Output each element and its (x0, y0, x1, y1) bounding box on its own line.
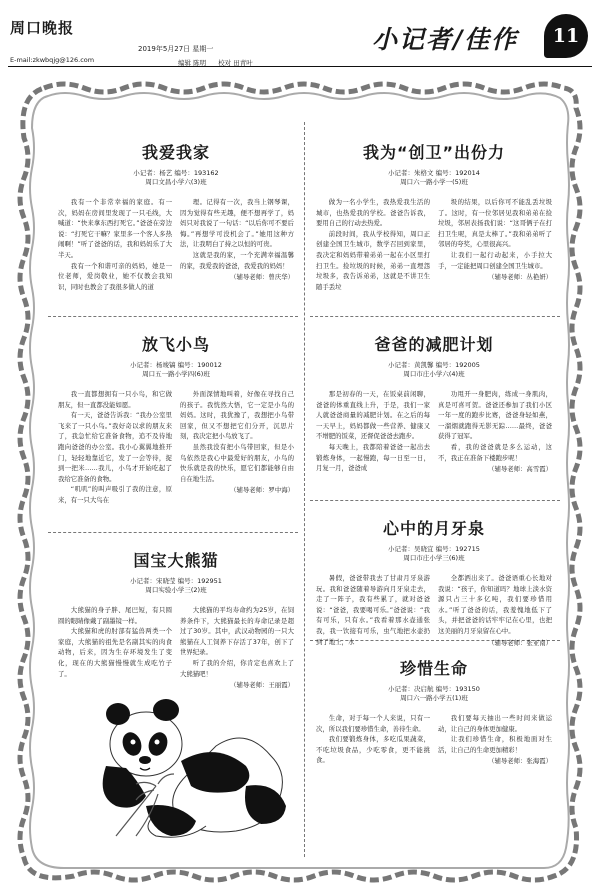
tutor-credit: （辅导老师：罗中海） (230, 486, 294, 495)
reporter-line: 小记者：宋晓莹 编号：192951 (130, 577, 222, 585)
section-title: 小记者/佳作 (372, 25, 519, 54)
paragraph: 虽然我没有把小鸟带回家，但是小鸟依然是我心中最爱好的朋友，小鸟的快乐就是我的快乐，愿它们都能够自由自在地生活。 (180, 442, 294, 483)
paragraph: 大熊猫的平均寿命约为25岁，在饲养条件下，大熊猫最长的寿命记录是超过了30岁。其中，武汉动物园的一只大熊猫在人工饲养下存活了37年，创下了世界纪录。 (180, 606, 294, 657)
paragraph: 让我们珍惜生命，积极地面对生活，让自己的生命更加精彩！ (438, 735, 552, 754)
tutor-credit: （辅导老师：王丽霞） (230, 681, 294, 690)
tutor-credit: （辅导老师：张亚南） (488, 638, 552, 647)
section-divider (310, 316, 560, 317)
class-line: 周口五一路小学四(6)班 (142, 370, 210, 378)
paragraph: 大熊猫的身子胖、尾巴短，有只圆圆的眼睛像戴了副墨镜一样。 (58, 606, 172, 625)
article-body (58, 605, 294, 691)
masthead (0, 0, 600, 70)
article-byline (316, 545, 552, 563)
article-byline (316, 685, 552, 703)
article-byline (316, 169, 552, 187)
article-yue-ya-quan (316, 516, 552, 648)
tutor-credit: （辅导老师：张海霞） (488, 757, 552, 766)
article-zhen-xi-sheng-ming (316, 656, 552, 767)
panda-illustration (96, 686, 306, 846)
article-title: 珍惜生命 (399, 659, 468, 678)
section-divider (48, 316, 298, 317)
article-title: 我爱我家 (141, 143, 210, 162)
article-byline (58, 169, 294, 187)
class-line: 周口六一路小学五(1)班 (400, 694, 468, 702)
class-line: 周口六一路小学一(5)班 (400, 178, 468, 186)
newspaper-brand: 周口晚报 (10, 19, 75, 37)
masthead-rule (8, 66, 592, 67)
paragraph: “叽叽”的叫声吸引了我的注意，原来，有一只大鸟在 (58, 485, 172, 504)
article-body (316, 713, 552, 767)
section-divider (310, 500, 560, 501)
article-title: 国宝大熊猫 (133, 551, 219, 570)
paragraph: 我们要锻炼身体，多吃瓜果蔬菜，不吃垃圾食品，少吃零食，更不能挑食。 (316, 735, 430, 765)
paragraph: 理。记得有一次，我当上钢琴课，因为觉得有些无趣，便不想再学了，妈妈只对我说了一句话：“以后你可不要后悔。”再想学可没机会了。”她用这种方法，让我明白了持之以恒的可贵。 (180, 198, 294, 249)
reporter-line: 小记者：杨竣镐 编号：190012 (130, 361, 222, 369)
section-divider (48, 532, 298, 533)
paragraph: 生命，对于每一个人来说，只有一次，所以我们要珍惜生命，善待生命。 (316, 714, 430, 733)
reporter-line: 小记者：朱格文 编号：192014 (388, 169, 480, 177)
article-jian-fei-ji-hua (316, 332, 552, 475)
class-line: 周口市庄小学三(6)班 (403, 554, 465, 562)
article-body (58, 389, 294, 506)
article-fang-fei-xiao-niao (58, 332, 294, 506)
article-body (316, 389, 552, 475)
contact-email: E-mail:zkwbqjg@126.com (10, 56, 95, 64)
tutor-credit: （辅导老师：丛艳妍） (488, 273, 552, 282)
paragraph: 我们要每天抽出一些时间来做运动，让自己的身体更加健康。 (438, 714, 552, 733)
paragraph: 每天晚上，我都陪着爸爸一起出去锻炼身体，一起慢跑，每一日至一日，月复一月，爸爸成 (316, 442, 430, 473)
article-byline (316, 361, 552, 379)
paragraph: 那是初春的一天，在饭桌前闲聊，爸爸的体重直线上升，于是，我们一家人就爸爸商量的减肥计划。在之后的每一天早上，妈妈都做一些营养、健康又不增肥的饭菜，还督促爸爸去跑步。 (316, 390, 430, 441)
class-line: 周口文昌小学六(3)班 (145, 178, 207, 186)
article-title: 心中的月牙泉 (382, 519, 485, 538)
paragraph: 我有一个非常幸福的家庭。有一次，妈妈在房间里发现了一只毛线，大喊道：“快来拿东西打死它。”爸爸在旁边说：“打死它干嘛？家里多一个客人多热闹啊！”听了爸爸的话，我和妈妈乐了大半天。 (58, 198, 172, 259)
article-body (58, 197, 294, 292)
tutor-credit: （辅导老师：高雪霞） (488, 465, 552, 474)
paragraph: 做为一名小学生，我热爱我生活的城市，也热爱我的学校。爸爸告诉我，要用自己的行动去热爱。 (316, 198, 430, 228)
paragraph: 圾的结果，以后你可不能乱丢垃圾了。这时，有一位邻居见我和弟弟在捡垃圾，邻居表扬我们说：“这哥俩子在打扫卫生呢，真是太棒了。”我和弟弟听了邻居的夸奖，心里很高兴。 (438, 198, 552, 249)
paragraph: 功甩开一身肥肉，练成一身肌肉，真是可喜可贺。爸爸还参加了我们小区一年一度的跑步比赛，爸爸身轻如燕，一溜烟就跑得无影无踪……最终，爸爸获得了冠军。 (438, 390, 552, 441)
paragraph: 大熊猫和虎的肘部有猛兽两类一个家庭，大熊猫的祖先是名副其实的肉食动物，后来，因为生存环境发生了变化，现在的大熊猫慢慢就生成吃竹子了。 (58, 627, 172, 678)
paragraph: 我有一个和谐可亲的妈妈，她是一位老师，爱岗敬业，她不仅教会我知识，同时也教会了我很多做人的道 (58, 261, 172, 291)
article-wo-ai-wo-jia (58, 140, 294, 292)
issue-date: 2019年5月27日 星期一 (138, 45, 214, 53)
article-body (316, 573, 552, 648)
paragraph: 全都洒出来了。爸爸语重心长地对我说：“孩子，你知道吗？地球上淡水资源只占三十多亿吨，我们要珍惜用水。”听了爸爸的话，我羞愧地低下了头，并把爸爸的话牢牢记在心里，也把这美丽的月牙泉留在心中。 (438, 574, 552, 635)
class-line: 周口市庄小学六(4)班 (403, 370, 465, 378)
reporter-line: 小记者：黄凯馨 编号：192005 (388, 361, 480, 369)
article-title: 放飞小鸟 (141, 335, 210, 354)
class-line: 周口实验小学三(2)班 (145, 586, 207, 594)
paragraph: 外面深情地叫着，好像在寻找自己的孩子。我恍然大悟，它一定是小鸟的妈妈。这时，我犹豫了，我想把小鸟带回家，但又不想把它们分开，沉思片刻，我决定把小鸟放飞了。 (180, 390, 294, 441)
paragraph: 看，我的爸爸就是多么运动，这不，我正在准备下楼跑步呢！ (438, 442, 552, 462)
article-title: 我为“创卫”出份力 (362, 143, 506, 162)
reporter-line: 小记者：决启航 编号：193150 (388, 685, 480, 693)
paragraph: 这就是我的家，一个充满幸福温馨的家，我爱我的爸爸，我爱我的妈妈！ (180, 250, 294, 270)
proofreader-name: 校对 田青叶 (218, 59, 253, 67)
article-byline (58, 361, 294, 379)
page-number-badge: 11 (544, 14, 588, 58)
paragraph: 有一天，爸爸告诉我：“我办公室里飞来了一只小鸟。”我好奇以求的朋友来了，我急忙给它准备食物，追不及待地跑向爸爸的办公室。我小心翼翼地推开门，轻轻地靠近它，发了一会等待，捉到一把米……我儿，小鸟才开始吃起了我给它准备的食物。 (58, 411, 172, 483)
paragraph: 让我们一起行动起来，小手拉大手，一定能把周口创建全国卫生城市。 (438, 250, 552, 270)
article-guo-bao-da-xiong-mao (58, 548, 294, 691)
reporter-line: 小记者：吴晓宜 编号：192715 (388, 545, 480, 553)
editor-name: 编辑 陈明 (178, 59, 207, 67)
paragraph: 暑假，爸爸带我去了甘肃月牙泉游玩。我和爸爸随着导游向月牙泉走去，走了一阵子，我有些累了，就对爸爸说：“爸爸，我要喝可乐。”爸爸说：“我有可乐，只有水。”我看着那水壶通张我，我一饮接有可乐，虫气地把水壶扔到了地上，水 (316, 574, 430, 646)
paragraph: 前段时间，我从学校得知，周口正创建全国卫生城市，数学召回到家里，我决定和妈妈带着弟弟一起在小区里打扫卫生。捡垃圾的时候，弟弟一直埋怨垃圾多，我告诉弟弟，这就是不讲卫生随手丢垃 (316, 229, 430, 291)
article-byline (58, 577, 294, 595)
reporter-line: 小记者：杨艺 编号：193162 (133, 169, 219, 177)
article-body (316, 197, 552, 292)
article-title: 爸爸的减肥计划 (374, 335, 494, 354)
paragraph: 听了我的介绍，你肯定也喜欢上了大熊猫吧！ (180, 658, 294, 678)
paragraph: 我一直都想拥有一只小鸟，和它做朋友，但一直都没能如愿。 (58, 390, 172, 409)
article-chuang-wei (316, 140, 552, 292)
tutor-credit: （辅导老师：曾庆华） (230, 273, 294, 282)
